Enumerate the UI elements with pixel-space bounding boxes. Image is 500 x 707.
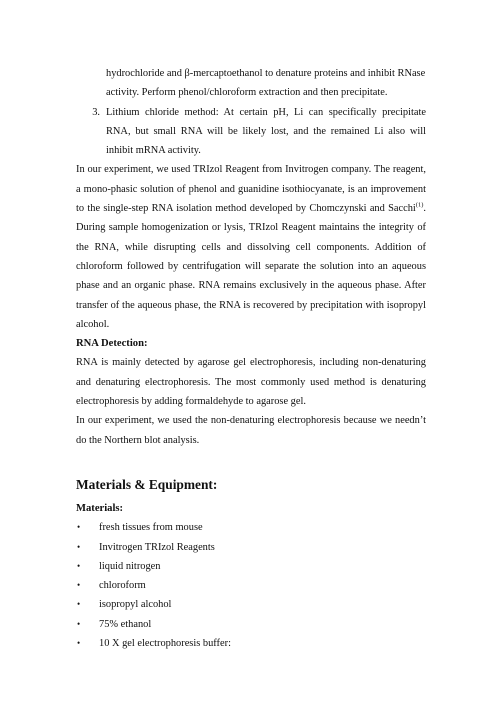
citation-superscript: (1) (415, 201, 424, 209)
list-item (76, 595, 426, 614)
bullet-icon: • (77, 580, 81, 591)
list-item-3-text: Lithium chloride method: At certain pH, Li can specifically precipitate RNA, but small RNA will be likely lost, and the remained Li also will inhibit mRNA activity. (106, 106, 426, 157)
list-item (76, 634, 426, 653)
list-item (76, 615, 426, 634)
list-item-2-line-2: activity. Perform phenol/chloroform extraction and then precipitate. (106, 87, 388, 99)
rna-detection-paragraph-1: RNA is mainly detected by agarose gel electrophoresis, including non-denaturing and denaturing electrophoresis. The most commonly used method is denaturing electrophoresis by adding formaldehyde to agarose gel. (76, 357, 426, 408)
material-item-text: isopropyl alcohol (99, 599, 172, 611)
list-item (76, 518, 426, 537)
list-item-3-number: 3. (92, 106, 100, 118)
trizol-paragraph (76, 160, 426, 334)
list-item (76, 576, 426, 595)
bullet-icon: • (77, 618, 81, 629)
material-item-text: chloroform (99, 580, 146, 592)
material-item-text: Invitrogen TRIzol Reagents (99, 541, 215, 553)
material-item-text: fresh tissues from mouse (99, 522, 203, 534)
bullet-icon: • (77, 522, 81, 533)
list-item-3 (76, 103, 426, 161)
materials-equipment-heading: Materials & Equipment: (76, 476, 218, 492)
rna-detection-heading: RNA Detection: (76, 338, 148, 350)
materials-list (76, 518, 426, 653)
list-item-2-line-1: hydrochloride and β-mercaptoethanol to denature proteins and inhibit RNase (106, 68, 426, 79)
trizol-text-part-1: In our experiment, we used TRIzol Reagent from Invitrogen company. The reagent, a mono-phasic solution of phenol and guanidine isothiocyanate, is an improvement to the single-step RNA isolation method developed by Chomczynski and Sacchi (76, 164, 426, 215)
bullet-icon: • (77, 560, 81, 571)
material-item-text: liquid nitrogen (99, 560, 161, 572)
material-item-text: 75% ethanol (99, 618, 152, 630)
bullet-icon: • (77, 541, 81, 552)
rna-detection-paragraph-2: In our experiment, we used the non-denaturing electrophoresis because we needn’t do the Northern blot analysis. (76, 415, 426, 446)
bullet-icon: • (77, 638, 81, 649)
material-item-text: 10 X gel electrophoresis buffer: (99, 638, 231, 650)
list-item (76, 538, 426, 557)
materials-subheading: Materials: (76, 502, 124, 514)
list-item-2-continuation (76, 64, 426, 103)
list-item (76, 557, 426, 576)
bullet-icon: • (77, 599, 81, 610)
trizol-text-part-2: . During sample homogenization or lysis, TRIzol Reagent maintains the integrity of the RNA, while disrupting cells and dissolving cell components. Addition of chloroform followed by centrifugation will separate the solution into an aqueous phase and an organic phase. RNA remains exclusively in the aqueous phase. After transfer of the aqueous phase, the RNA is recovered by precipitation with isopropyl alcohol. (76, 203, 426, 330)
